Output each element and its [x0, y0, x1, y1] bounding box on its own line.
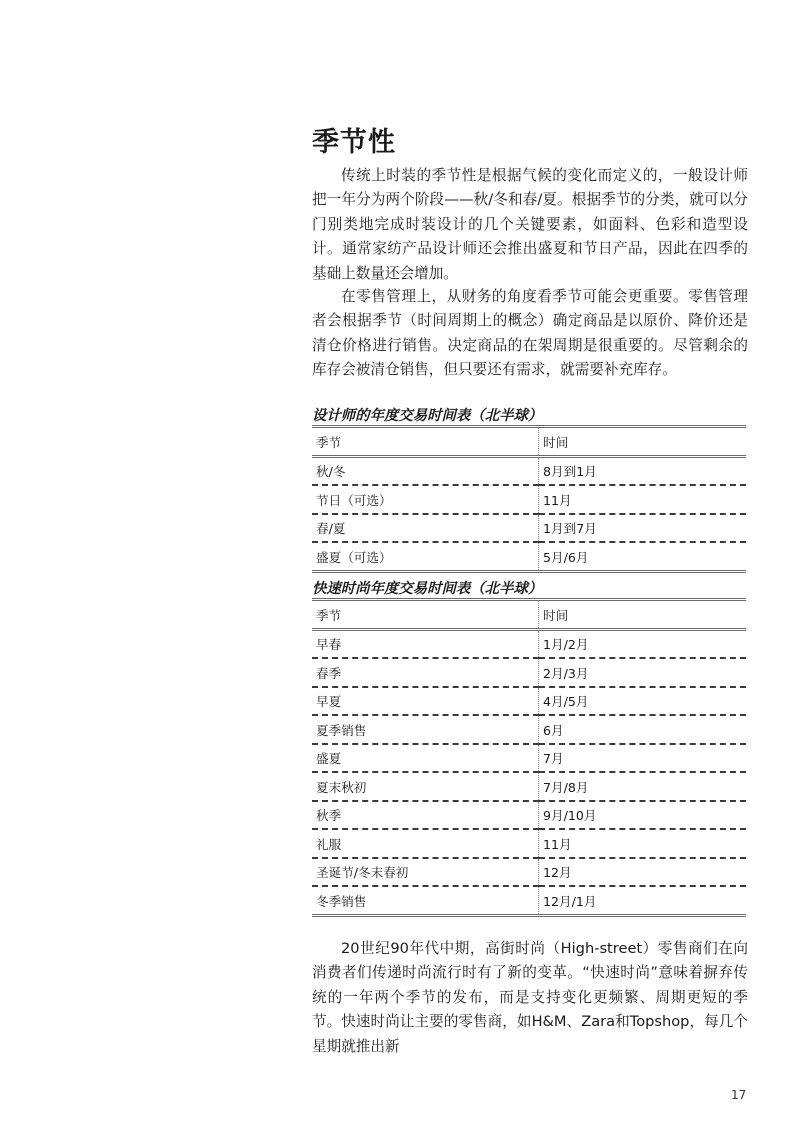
time-cell: 9月/10月 [539, 801, 747, 830]
table-row [312, 514, 746, 543]
season-cell: 盛夏 [312, 744, 539, 773]
time-cell: 8月到1月 [539, 456, 747, 485]
time-cell: 6月 [539, 715, 747, 744]
season-cell: 冬季销售 [312, 886, 539, 915]
table-header-row [312, 427, 746, 457]
table-row [312, 772, 746, 801]
table-row [312, 687, 746, 716]
column-header-time: 时间 [539, 600, 747, 630]
fast-fashion-schedule-table [312, 598, 746, 917]
season-cell: 盛夏（可选） [312, 542, 539, 571]
table-row [312, 542, 746, 571]
time-cell: 5月/6月 [539, 542, 747, 571]
time-cell: 7月 [539, 744, 747, 773]
season-cell: 礼服 [312, 829, 539, 858]
season-cell: 节日（可选） [312, 485, 539, 514]
season-cell: 秋/冬 [312, 456, 539, 485]
column-header-season: 季节 [312, 600, 539, 630]
season-cell: 夏末秋初 [312, 772, 539, 801]
table-row [312, 456, 746, 485]
season-cell: 早春 [312, 629, 539, 658]
table-header-row [312, 600, 746, 630]
time-cell: 1月/2月 [539, 629, 747, 658]
table-caption-designer-schedule: 设计师的年度交易时间表（北半球） [312, 408, 543, 424]
time-cell: 4月/5月 [539, 687, 747, 716]
time-cell: 11月 [539, 485, 747, 514]
time-cell: 11月 [539, 829, 747, 858]
section-title: 季节性 [312, 127, 396, 158]
table-row [312, 829, 746, 858]
table-row [312, 485, 746, 514]
season-cell: 秋季 [312, 801, 539, 830]
season-cell: 春/夏 [312, 514, 539, 543]
designer-schedule-table [312, 425, 746, 573]
season-cell: 夏季销售 [312, 715, 539, 744]
time-cell: 12月 [539, 858, 747, 887]
time-cell: 1月到7月 [539, 514, 747, 543]
time-cell: 12月/1月 [539, 886, 747, 915]
page-number: 17 [731, 1088, 747, 1102]
paragraph-seasonality-intro: 传统上时装的季节性是根据气候的变化而定义的，一般设计师把一年分为两个阶段——秋/冬和春/夏。根据季节的分类，就可以分门别类地完成时装设计的几个关键要素，如面料、色彩和造型设计。通常家纺产品设计师还会推出盛夏和节日产品，因此在四季的基础上数量还会增加。 [312, 167, 748, 282]
column-header-season: 季节 [312, 427, 539, 457]
paragraph-fast-fashion: 20世纪90年代中期，高街时尚（High-street）零售商们在向消费者们传递时尚流行时有了新的变革。“快速时尚”意味着摒弃传统的一年两个季节的发布，而是支持变化更频繁、周期更短的季节。快速时尚让主要的零售商，如H&M、Zara和Topshop，每几个星期就推出新 [312, 940, 748, 1055]
column-header-time: 时间 [539, 427, 747, 457]
season-cell: 圣诞节/冬末春初 [312, 858, 539, 887]
table-row [312, 658, 746, 687]
table-row [312, 858, 746, 887]
season-cell: 早夏 [312, 687, 539, 716]
table-caption-fast-fashion-schedule: 快速时尚年度交易时间表（北半球） [312, 581, 543, 597]
paragraph-retail-management: 在零售管理上，从财务的角度看季节可能会更重要。零售管理者会根据季节（时间周期上的概念）确定商品是以原价、降价还是清仓价格进行销售。决定商品的在架周期是很重要的。尽管剩余的库存会被清仓销售，但只要还有需求，就需要补充库存。 [312, 288, 748, 379]
table-row [312, 886, 746, 915]
season-cell: 春季 [312, 658, 539, 687]
table-row [312, 801, 746, 830]
time-cell: 7月/8月 [539, 772, 747, 801]
table-row [312, 629, 746, 658]
time-cell: 2月/3月 [539, 658, 747, 687]
table-row [312, 715, 746, 744]
table-row [312, 744, 746, 773]
